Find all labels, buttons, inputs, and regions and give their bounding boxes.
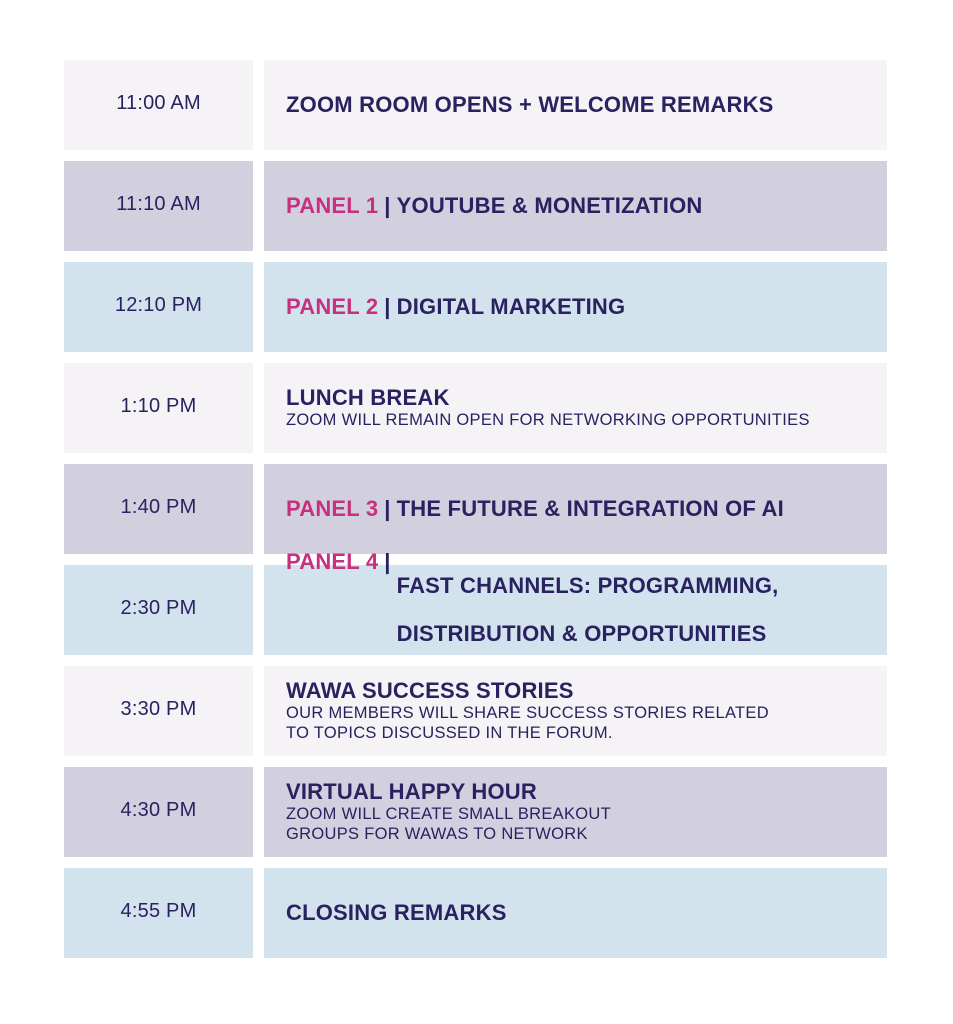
event-cell [264,549,887,655]
time-cell [64,666,253,756]
event-cell [264,161,887,251]
event-subtitle: ZOOM WILL CREATE SMALL BREAKOUT [286,805,611,823]
time-cell [64,262,253,352]
separator: | [384,549,391,574]
event-title: CLOSING REMARKS [286,900,507,925]
event-cell [264,262,887,352]
separator: | [384,496,391,521]
time-cell [64,565,253,655]
schedule-row [64,60,887,150]
event-title: VIRTUAL HAPPY HOUR [286,779,537,804]
event-title: WAWA SUCCESS STORIES [286,678,574,703]
event-title-line: DISTRIBUTION & OPPORTUNITIES [396,621,767,646]
event-title: YOUTUBE & MONETIZATION [396,193,703,218]
panel-tag: PANEL 4 [286,549,379,574]
panel-tag: PANEL 2 [286,294,379,319]
time-label: 3:30 PM [120,697,197,720]
panel-tag: PANEL 1 [286,193,379,218]
schedule-row [64,549,887,655]
event-title: DIGITAL MARKETING [396,294,626,319]
time-label: 1:40 PM [120,495,197,518]
event-subtitle: GROUPS FOR WAWAS TO NETWORK [286,825,588,843]
separator: | [384,193,391,218]
event-title: THE FUTURE & INTEGRATION OF AI [396,496,784,521]
time-cell [64,161,253,251]
event-cell [264,363,887,453]
time-cell [64,464,253,554]
event-title-line: FAST CHANNELS: PROGRAMMING, [396,573,779,598]
event-cell [264,868,887,958]
time-cell [64,767,253,857]
time-label: 4:55 PM [120,899,197,922]
panel-tag: PANEL 3 [286,496,379,521]
time-label: 11:00 AM [116,91,201,114]
schedule-row [64,161,887,251]
time-cell [64,60,253,150]
time-cell [64,363,253,453]
event-title: ZOOM ROOM OPENS + WELCOME REMARKS [286,92,774,117]
schedule-row [64,262,887,352]
event-cell [264,464,887,554]
schedule-row [64,464,887,554]
schedule-row [64,767,887,857]
event-cell [264,666,887,756]
schedule-row [64,363,887,453]
time-label: 11:10 AM [116,192,201,215]
time-cell [64,868,253,958]
separator: | [384,294,391,319]
event-title [397,550,779,670]
time-label: 4:30 PM [120,798,197,821]
schedule-table [64,60,887,958]
event-cell [264,767,887,857]
event-subtitle: OUR MEMBERS WILL SHARE SUCCESS STORIES RELATED [286,704,769,722]
event-subtitle: TO TOPICS DISCUSSED IN THE FORUM. [286,724,613,742]
event-title: LUNCH BREAK [286,385,450,410]
event-subtitle: ZOOM WILL REMAIN OPEN FOR NETWORKING OPPORTUNITIES [286,411,810,429]
schedule-row [64,868,887,958]
time-label: 12:10 PM [114,293,203,316]
time-label: 1:10 PM [120,394,197,417]
schedule-row [64,666,887,756]
event-cell [264,60,887,150]
time-label: 2:30 PM [120,596,197,619]
